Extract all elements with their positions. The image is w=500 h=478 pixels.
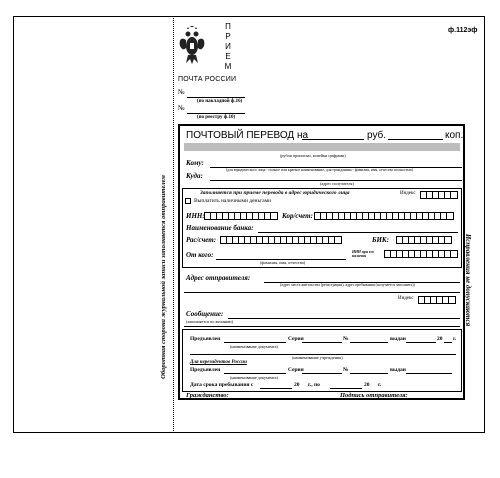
amount-field[interactable] (184, 143, 460, 151)
index-cells[interactable] (420, 191, 458, 199)
sender-inn-cells[interactable] (384, 250, 458, 258)
money-order-form: ПОЧТОВЫЙ ПЕРЕВОД на руб. коп. (рубли прописью, копейки цифрами) Кому: (для юридического лица - полное или краткое наименование, для гражданина - фамилия, имя, отчество полностью) Куда: (адрес получателя) Заполняется при приеме перевода в адрес юридического лица Выплатить наличными деньгами Индекс ИНН: Кор/счет: Наименование банка: Рас/счет: БИК: От кого: (фамилия, имя, отчество) ИНН при его наличии Адрес отправителя: (адрес места жительства (регистрации), адрес пребывания (получается заполнить)) Индекс Сообщение: (заполняется по желанию) Предъявлен Серия № выдан 20 г. (наименование документа) (наименование учреждения) Для нерезидентов России Предъявлен Серия № выдан (наименование документа) Дата срока пребывания с 20 г., по 20 г. (178, 124, 465, 400)
left-vertical-note: Оборотная сторона журнальной записи заполняется отправителем (160, 175, 167, 379)
citizenship-field[interactable] (228, 399, 308, 400)
register-caption: (по реестру ф.10) (197, 115, 236, 120)
vertical-title: П Р И Е М (224, 22, 232, 71)
invoice-caption: (по накладной ф.16) (197, 99, 243, 104)
bik-cells[interactable] (396, 236, 452, 244)
citizenship-label: Гражданство: (186, 392, 229, 399)
invoice-number-field: № (по накладной ф.16) (178, 88, 185, 96)
signature-field[interactable] (404, 399, 462, 400)
form-code: ф.112эф (448, 27, 478, 34)
brand-name: ПОЧТА РОССИИ (178, 76, 237, 83)
sender-address-label: Адрес отправителя: (186, 274, 251, 282)
form-title: ПОЧТОВЫЙ ПЕРЕВОД на (186, 130, 309, 141)
bank-name-label: Наименование банка: (186, 224, 254, 232)
message-field[interactable] (228, 318, 460, 319)
sender-index-cells[interactable] (418, 296, 456, 304)
perforation-line (173, 16, 174, 433)
bank-name-field[interactable] (258, 232, 458, 233)
register-number-field: № (по реестру ф.10) (178, 104, 185, 112)
rasschet-cells[interactable] (220, 236, 342, 244)
to-whom-label: Кому: (186, 159, 204, 167)
inn-cells[interactable] (204, 212, 278, 220)
korschet-cells[interactable] (314, 212, 454, 220)
cash-checkbox[interactable] (185, 198, 191, 204)
from-whom-label: От кого: (186, 251, 214, 259)
double-headed-eagle-emblem (178, 26, 206, 66)
signature-label: Подпись отправителя: (340, 392, 408, 399)
where-label: Куда: (186, 172, 203, 180)
message-label: Сообщение: (186, 310, 224, 318)
right-vertical-note: Исправления не допускаются (464, 233, 472, 327)
